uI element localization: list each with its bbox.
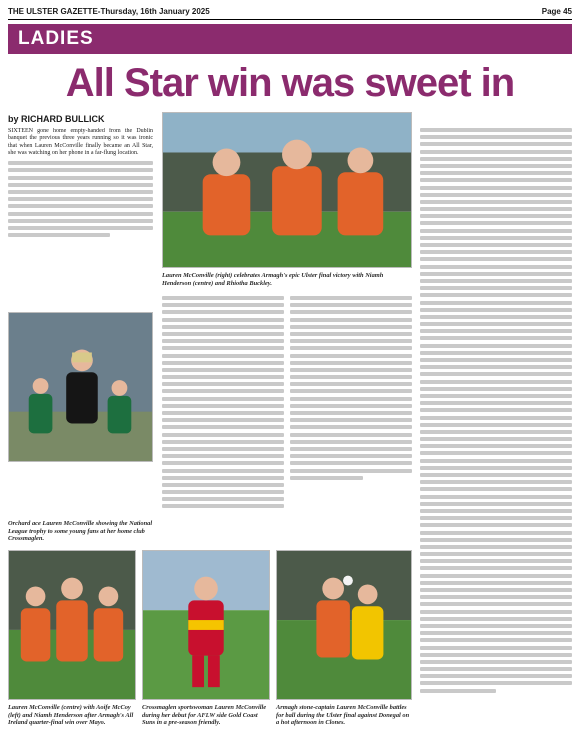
article-column-mid-a (162, 296, 284, 524)
masthead (8, 6, 572, 20)
article-lead: SIXTEEN gone home empty-handed from the Dublin banquet the previous three years running so it was ironic that when Lauren McConville finally became an All Star, she was watching on her phone in a far-flung location. (8, 128, 153, 156)
main-photo (162, 112, 412, 268)
article-column-left (8, 128, 153, 258)
section-bar (8, 24, 572, 54)
page-number: Page 45 (541, 7, 572, 16)
caption-main: Lauren McConville (right) celebrates Armagh's epic Ulster final victory with Niamh Henderson (centre) and Rhiotha Buckley. (162, 272, 384, 287)
ulster-final-photo (276, 550, 412, 700)
quarter-final-photo (8, 550, 136, 700)
article-column-right (420, 128, 572, 728)
caption-bottom-left: Lauren McConville (centre) with Aoife McCoy (left) and Niamh Henderson after Armagh's All Ireland quarter-final win over Mayo. (8, 704, 134, 727)
caption-bottom-mid: Crossmaglen sportswoman Lauren McConville during her debut for AFLW side Gold Coast Suns in a pre-season friendly. (142, 704, 267, 727)
headline: All Star win was sweet in (65, 61, 515, 105)
article-text-placeholder (8, 161, 153, 237)
masthead-date: THE ULSTER GAZETTE-Thursday, 16th January 2025 (8, 7, 210, 16)
byline: by RICHARD BULLICK (8, 114, 105, 124)
article-column-mid-b (290, 296, 412, 524)
caption-left: Orchard ace Lauren McConville showing the National League trophy to some young fans at her home club Crossmaglen. (8, 520, 153, 543)
caption-bottom-right: Armagh stone-captain Lauren McConville battles for ball during the Ulster final against Donegal on a hot afternoon in Clones. (276, 704, 410, 727)
gold-coast-photo (142, 550, 270, 700)
fans-photo (8, 312, 153, 462)
section-label: LADIES (18, 28, 94, 49)
